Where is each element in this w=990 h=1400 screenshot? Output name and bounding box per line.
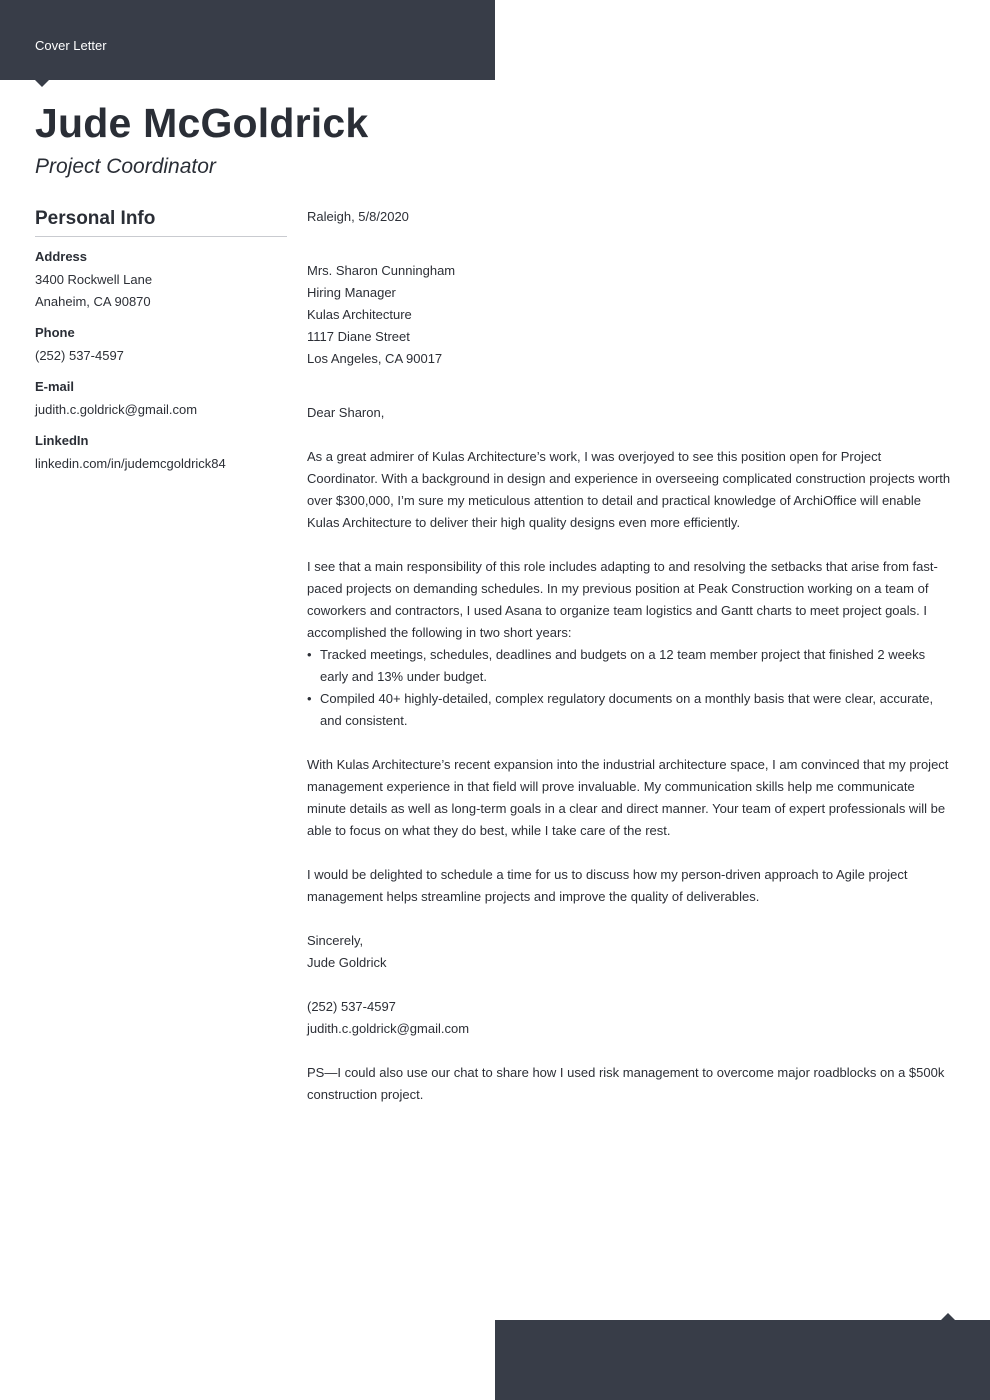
linkedin-block	[35, 433, 287, 475]
signature-email[interactable]: judith.c.goldrick@gmail.com	[307, 1021, 470, 1036]
recipient-street: 1117 Diane Street	[307, 329, 410, 344]
applicant-role: Project Coordinator	[35, 155, 216, 178]
signature-phone: (252) 537-4597	[307, 999, 396, 1014]
personal-info-heading: Personal Info	[35, 208, 287, 237]
address-line-2: Anaheim, CA 90870	[35, 294, 151, 309]
address-label: Address	[35, 249, 88, 264]
paragraph-4: I would be delighted to schedule a time for us to discuss how my person-driven approach to Agile project management helps streamline projects and improve the quality of deliverables.	[307, 867, 908, 904]
phone-block	[35, 325, 287, 367]
greeting: Dear Sharon,	[307, 405, 385, 420]
recipient-company: Kulas Architecture	[307, 307, 412, 322]
recipient-name: Mrs. Sharon Cunningham	[307, 263, 456, 278]
postscript: PS—I could also use our chat to share how I used risk management to overcome major roadblocks on a $500k construction project.	[307, 1065, 945, 1102]
linkedin-value[interactable]: linkedin.com/in/judemcgoldrick84	[35, 456, 226, 471]
phone-value: (252) 537-4597	[35, 348, 124, 363]
bullet-icon: •	[307, 691, 312, 706]
list-item	[307, 644, 952, 688]
email-block	[35, 379, 287, 421]
paragraph-1: As a great admirer of Kulas Architecture’s work, I was overjoyed to see this position open for Project Coordinator. With a background in design and experience in overseeing complicated construction projects worth over $300,000, I’m sure my meticulous attention to detail and practical knowledge of ArchiOffice will enable Kulas Architecture to deliver their high quality designs even more efficiently.	[307, 449, 951, 530]
paragraph-3: With Kulas Architecture’s recent expansion into the industrial architecture space, I am convinced that my project management experience in that field will prove invaluable. My communication skills help me communicate minute details as well as long-term goals in a clear and direct manner. Your team of expert professionals will be able to focus on what they do best, while I take care of the rest.	[307, 757, 949, 838]
achievements-list	[307, 644, 952, 732]
email-value[interactable]: judith.c.goldrick@gmail.com	[35, 402, 198, 417]
recipient-title: Hiring Manager	[307, 285, 396, 300]
document-type-label: Cover Letter	[35, 38, 107, 53]
paragraph-2: I see that a main responsibility of this role includes adapting to and resolving the setbacks that arise from fast-paced projects on demanding schedules. In my previous position at Peak Construction working on a team of coworkers and contractors, I used Asana to organize team logistics and Gantt charts to meet project goals. I accomplished the following in two short years:	[307, 559, 938, 640]
footer-band	[495, 1320, 990, 1400]
bullet-text: Compiled 40+ highly-detailed, complex regulatory documents on a monthly basis that were clear, accurate, and consistent.	[320, 691, 934, 728]
list-item	[307, 688, 952, 732]
recipient-city: Los Angeles, CA 90017	[307, 351, 443, 366]
letter-body	[307, 206, 952, 1106]
personal-info-sidebar	[35, 208, 287, 475]
footer-notch	[941, 1313, 955, 1320]
phone-label: Phone	[35, 325, 75, 340]
signature: Jude Goldrick	[307, 955, 387, 970]
bullet-text: Tracked meetings, schedules, deadlines and budgets on a 12 team member project that finished 2 weeks early and 13% under budget.	[320, 647, 926, 684]
letter-date: Raleigh, 5/8/2020	[307, 209, 409, 224]
linkedin-label: LinkedIn	[35, 433, 89, 448]
address-block	[35, 249, 287, 313]
header-notch	[35, 80, 49, 87]
email-label: E-mail	[35, 379, 75, 394]
header-band	[0, 0, 495, 80]
closing: Sincerely,	[307, 933, 364, 948]
applicant-name: Jude McGoldrick	[35, 100, 369, 146]
address-line-1: 3400 Rockwell Lane	[35, 272, 153, 287]
bullet-icon: •	[307, 647, 312, 662]
